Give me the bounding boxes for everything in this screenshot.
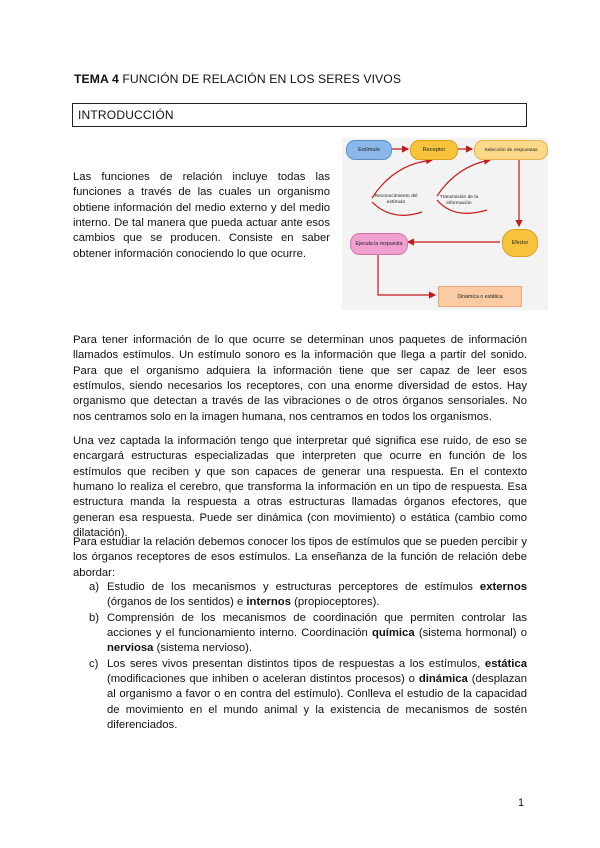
list-text: (propioceptores). [291,596,380,609]
node-reconocimiento: Reconocimiento del estímulo [374,194,418,205]
list-bold: dinámica [418,673,468,686]
node-dinamica: Dinámica o estática [438,286,522,307]
node-efector: Efector [502,229,538,257]
list-marker: c) [89,657,99,670]
list-bold: química [371,627,415,640]
topics-list [73,580,527,733]
list-bold: nerviosa [107,642,154,655]
list-text: Comprensión de los mecanismos de coordinación que permiten controlar las acciones y el funcionamiento interno. Coordinación [107,611,527,640]
list-text: (modificaciones que inhiben o aceleran distintos procesos) o [107,673,419,686]
list-text: (sistema hormonal) o [414,627,527,640]
tema-title: FUNCIÓN DE RELACIÓN EN LOS SERES VIVOS [122,72,402,86]
paragraph-estudio: Para estudiar la relación debemos conocer los tipos de estímulos que se pueden percibir y los órganos receptores de esos estímulos. La enseñanza de la función de relación debe abordar: [73,536,527,579]
section-heading: INTRODUCCIÓN [78,108,174,122]
list-marker: a) [89,581,100,593]
intro-paragraph: Las funciones de relación incluye todas las funciones a través de las cuales un organismo obtiene información del medio externo y del medio interno. De tal manera que pueda actuar ante esos cambios que se producen. Consiste en saber obtener información conociendo lo que ocurre. [73,171,330,260]
list-bold: internos [246,596,291,609]
list-text: (sistema nervioso). [153,642,253,655]
relation-function-diagram [342,138,548,310]
list-text: (desplazan al organismo a favor o en contra del estímulo). Conlleva el estudio de la capacidad de movimiento en el mundo animal y la existencia de mecanismos de sostén diferenciados. [107,673,527,732]
page-number: 1 [518,797,525,809]
arrow-ejecuta-dinamica [378,254,435,295]
node-receptor: Receptor [410,140,458,160]
list-item [73,657,527,734]
node-transmision: Transmisión de la información [439,195,479,206]
list-marker: b) [89,611,100,624]
list-bold: externos [479,581,527,593]
list-bold: estática [484,657,527,670]
section-heading-box [72,103,527,127]
list-text: Los seres vivos presentan distintos tipos de respuestas a los estímulos, [107,657,485,670]
list-text: Estudio de los mecanismos y estructuras perceptores de estímulos [107,581,480,593]
paragraph-interpretacion: Una vez captada la información tengo que interpretar qué significa ese ruido, de eso se encargará estructuras especializadas que interpreten que ocurre en función de los estímulos que reciben y que son capaces de generar una respuesta. En el contexto humano lo realiza el cerebro, que transforma la información en un tipo de respuesta. Esa estructura manda la respuesta a otras estructuras llamadas órganos efectores, que generan esa respuesta. Puede ser dinámica (con movimiento) o estática (cambio como dilatación). [73,435,527,540]
node-estimulo: Estímulo [346,140,392,160]
node-seleccion: Selección de respuestas [474,140,548,160]
document-title [74,72,401,86]
diagram-arrows [342,138,548,310]
tema-label: TEMA 4 [74,72,119,86]
list-text: (órganos de los sentidos) e [107,596,247,609]
node-ejecuta: Ejecuta la respuesta [350,233,408,255]
paragraph-estimulos: Para tener información de lo que ocurre se determinan unos paquetes de información llamados estímulos. Un estímulo sonoro es la información que llega a partir del sonido. Para que el organismo adquiera la información tiene que ser capaz de leer esos estímulos, siendo necesarios los receptores, con una enorme diversidad de estos. Hay organismo que detectan a través de las vibraciones o de otros órganos sensoriales. No nos centramos solo en la imagen humana, nos centramos en todos los organismos. [73,334,527,423]
list-item [73,580,527,611]
list-item [73,611,527,657]
